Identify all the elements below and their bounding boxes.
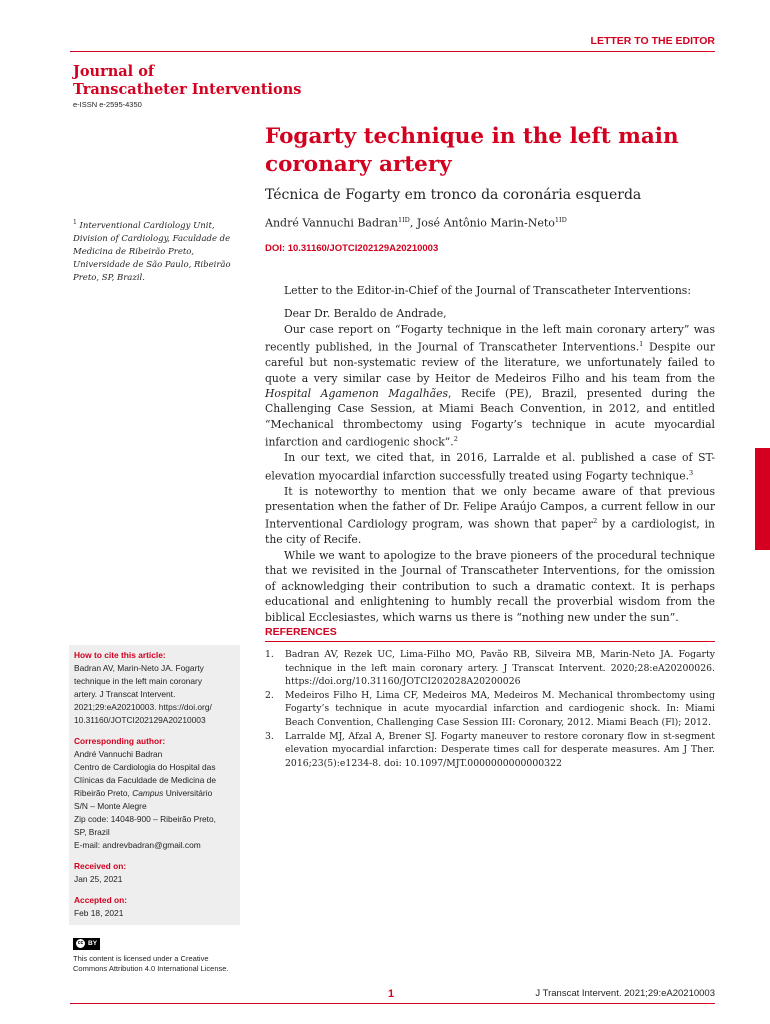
reference-item: [265, 689, 715, 730]
license-text: This content is licensed under a Creative: [73, 953, 209, 963]
corr-address: Zip code: 14048-900 – Ribeirão Preto,: [74, 814, 216, 824]
corresponding-author: [74, 735, 235, 852]
body-text: Our case report on “Fogarty technique in the left main coronary artery” was recently published, in the Journal of Transcatheter Interventions.: [265, 322, 715, 354]
reference-text: Larralde MJ, Afzal A, Brener SJ. Fogarty maneuver to restore coronary flow in st-segment elevation myocardial infarction: Desperate times call for desperate measures. Am J Ther. 2016;23(5):e1234-8. doi: 10.1097/MJT.0000000000000322: [285, 730, 715, 769]
cite-line: Badran AV, Marin-Neto JA. Fogarty: [74, 663, 204, 673]
affiliation-marker: 1: [73, 219, 77, 226]
reference-number: 1.: [265, 649, 274, 660]
letter-body: [265, 283, 715, 625]
affiliation: [73, 216, 243, 285]
reference-item: [265, 730, 715, 771]
corr-address-part: Campus: [132, 788, 164, 798]
accepted-date-block: [74, 894, 235, 920]
corr-address: S/N – Monte Alegre: [74, 801, 147, 811]
citation-marker[interactable]: 2: [453, 435, 458, 444]
affiliation-text: Interventional Cardiology Unit, Division of Cardiology, Faculdade de Medicina de Ribeirão Preto, Universidade de São Paulo, Ribeirão Preto, SP, Brazil.: [73, 220, 231, 283]
body-paragraph: [265, 484, 715, 548]
body-text: In our text, we cited that, in 2016, Larralde et al. published a case of ST-elevation myocardial infarction successfully treated using Fogarty technique.: [265, 451, 715, 483]
corr-heading: Corresponding author:: [74, 736, 166, 746]
footer-divider: [70, 1003, 715, 1004]
corr-address-part: Universitário: [163, 788, 213, 798]
reference-number: 3.: [265, 730, 274, 742]
license-block: [73, 937, 248, 974]
article-subtitle: Técnica de Fogarty em tronco da coronária esquerda: [265, 187, 642, 203]
article-info-sidebar: [69, 645, 240, 925]
cite-line: technique in the left main coronary: [74, 676, 203, 686]
section-label: LETTER TO THE EDITOR: [590, 35, 715, 47]
cite-line: 2021;29:eA20210003. https://doi.org/: [74, 702, 212, 712]
body-text: Despite our careful but non-systematic review of the literature, we unfortunately failed to quote a very similar case by Heitor de Medeiros Filho and his team from the: [265, 340, 715, 385]
corr-address: Centro de Cardiologia do Hospital das: [74, 762, 216, 772]
body-paragraph: [265, 322, 715, 450]
edge-tab: [755, 448, 770, 550]
cc-by-badge[interactable]: [73, 938, 100, 950]
citation-marker[interactable]: 1: [639, 340, 644, 349]
article-title-line1: Fogarty technique in the left main: [265, 124, 679, 149]
cite-heading: How to cite this article:: [74, 650, 166, 660]
reference-text: Badran AV, Rezek UC, Lima-Filho MO, Pavão RB, Silveira MB, Marin-Neto JA. Fogarty technique in the left main coronary artery. J Transcat Intervent. 2020;28:eA20200026. https://doi.org/10.31160/JOTCI202028A20200026: [285, 649, 715, 688]
cc-icon: cc: [77, 940, 84, 946]
how-to-cite: [74, 649, 235, 727]
orcid-icon[interactable]: 1ID: [554, 216, 567, 224]
author-list: André Vannuchi Badran$^{1ID}$, José Antônio Marin-Neto$^{1ID}$: [265, 216, 567, 230]
journal-name-line1: Journal of: [73, 63, 155, 80]
received-heading: Received on:: [74, 861, 127, 871]
citation-marker[interactable]: 3: [689, 468, 694, 477]
corr-email[interactable]: E-mail: andrevbadran@gmail.com: [74, 840, 201, 850]
eissn: e-ISSN e-2595-4350: [73, 100, 142, 109]
hospital-name: Hospital Agamenon Magalhães: [265, 387, 449, 401]
reference-number: 2.: [265, 689, 274, 701]
body-text: It is noteworthy to mention that we only became aware of that previous presentation when the father of Dr. Felipe Araújo Campos, a current fellow in our Interventional Cardiology program, was shown that paper: [265, 484, 715, 532]
corr-address: Clínicas da Faculdade de Medicina de: [74, 775, 216, 785]
salutation: Dear Dr. Beraldo de Andrade,: [284, 307, 447, 321]
received-date-block: [74, 860, 235, 886]
reference-item: [265, 648, 715, 689]
body-text: , Recife (PE), Brazil, presented during the Challenging Case Session, at Miami Beach Convention, in 2012, and entitled “Mechanical thrombectomy using Fogarty’s technique in acute myocardial infarction and cardiogenic shock”.: [265, 387, 715, 449]
journal-name-line2: Transcatheter Interventions: [73, 81, 302, 98]
author-name: José Antônio Marin-Neto: [416, 216, 555, 230]
header-divider: [70, 51, 715, 52]
accepted-date: Feb 18, 2021: [74, 908, 124, 918]
by-icon: BY: [88, 939, 98, 947]
footer-citation: J Transcat Intervent. 2021;29:eA20210003: [535, 988, 715, 999]
corr-address-part: Ribeirão Preto,: [74, 788, 133, 798]
cite-line: 10.31160/JOTCI202129A20210003: [74, 715, 206, 725]
orcid-icon[interactable]: 1ID: [397, 216, 410, 224]
article-title-line2: coronary artery: [265, 152, 452, 177]
license-text: Commons Attribution 4.0 International License.: [73, 963, 229, 973]
body-paragraph: [265, 450, 715, 483]
body-text: by a cardiologist, in the city of Recife.: [265, 518, 715, 547]
letter-intro: Letter to the Editor-in-Chief of the Journal of Transcatheter Interventions:: [284, 284, 691, 297]
journal-name: [73, 63, 333, 99]
references-heading: REFERENCES: [265, 626, 337, 638]
citation-marker[interactable]: 2: [593, 517, 598, 526]
page-number: 1: [388, 988, 395, 1000]
references-list: [265, 648, 715, 770]
corr-address: [74, 787, 235, 800]
received-date: Jan 25, 2021: [74, 874, 123, 884]
article-title: [265, 123, 705, 179]
corr-address: SP, Brazil: [74, 827, 110, 837]
author-name: André Vannuchi Badran: [265, 216, 398, 230]
corr-name: André Vannuchi Badran: [74, 749, 163, 759]
cite-line: artery. J Transcat Intervent.: [74, 689, 176, 699]
reference-text: Medeiros Filho H, Lima CF, Medeiros MA, Medeiros M. Mechanical thrombectomy using Fogarty’s technique in acute myocardial infarction and cardiogenic shock. In: Miami Beach Convention, Challenging Case Session III: Coronary, 2012. Miami Beach (Fl); 2012.: [285, 689, 715, 728]
body-paragraph: While we want to apologize to the brave pioneers of the procedural technique that we revisited in the Journal of Transcatheter Interventions, for the omission of acknowledging their contribution to such a dramatic context. It is perhaps educational and enlightening to humbly recall the proverbial wisdom from the biblical Ecclesiastes, which warns us there is “nothing new under the sun”.: [265, 548, 715, 624]
references-divider: [265, 641, 715, 642]
accepted-heading: Accepted on:: [74, 895, 128, 905]
doi-link[interactable]: DOI: 10.31160/JOTCI202129A20210003: [265, 243, 439, 254]
